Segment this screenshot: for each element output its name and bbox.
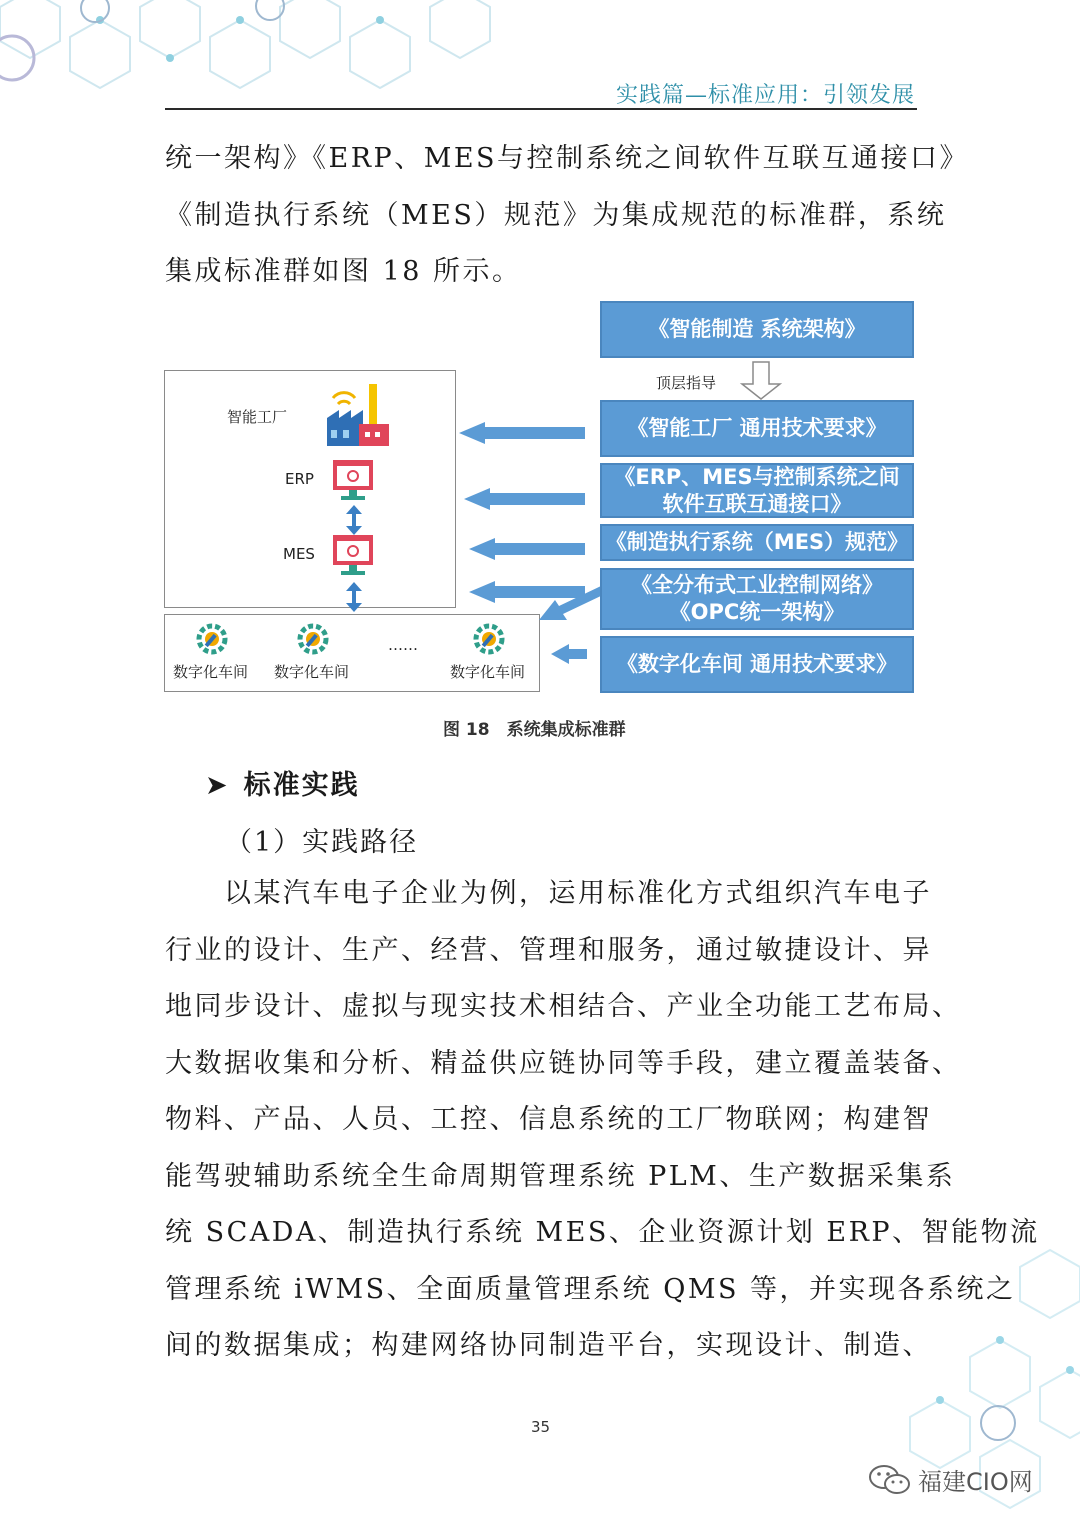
body-line: 统 SCADA、制造执行系统 MES、企业资源计划 ERP、智能物流: [165, 1217, 1040, 1248]
intro-line: 集成标准群如图 18 所示。: [165, 256, 522, 287]
subsection-heading: （1）实践路径: [225, 827, 419, 858]
body-line: 间的数据集成；构建网络协同制造平台，实现设计、制造、: [165, 1330, 932, 1361]
body-line: 管理系统 iWMS、全面质量管理系统 QMS 等，并实现各系统之: [165, 1273, 1016, 1305]
body-line: 以某汽车电子企业为例，运用标准化方式组织汽车电子: [224, 878, 932, 909]
intro-line: 《制造执行系统（MES）规范》为集成规范的标准群，系统: [165, 199, 947, 231]
workshop-label: 数字化车间: [450, 663, 526, 681]
workshop-label: 数字化车间: [274, 663, 350, 681]
guide-label: 顶层指导: [656, 374, 717, 392]
watermark-text: 福建CIO网: [918, 1468, 1033, 1496]
page-number: 35: [531, 1418, 551, 1436]
figure-caption: 图 18 系统集成标准群: [443, 720, 626, 740]
wechat-icon: [868, 1463, 912, 1497]
standard-box-erp-mes-interface: 《ERP、MES与控制系统之间 软件互联互通接口》: [600, 463, 914, 518]
running-header: 实践篇—标准应用：引领发展: [615, 83, 915, 108]
body-line: 行业的设计、生产、经营、管理和服务，通过敏捷设计、异: [165, 934, 932, 966]
intro-paragraph: [165, 131, 970, 301]
factory-label: 智能工厂: [227, 408, 288, 426]
intro-line: 统一架构》《ERP、MES与控制系统之间软件互联互通接口》: [165, 143, 970, 174]
section-heading-text: 标准实践: [243, 770, 360, 801]
body-line: 地同步设计、虚拟与现实技术相结合、产业全功能工艺布局、: [165, 991, 962, 1022]
erp-label: ERP: [285, 470, 314, 488]
watermark: [868, 1462, 1033, 1497]
standard-box-smart-factory: 《智能工厂 通用技术要求》: [600, 400, 914, 457]
body-line: 能驾驶辅助系统全生命周期管理系统 PLM、生产数据采集系: [165, 1160, 956, 1192]
body-line: 物料、产品、人员、工控、信息系统的工厂物联网；构建智: [165, 1104, 932, 1135]
header-rule: [165, 108, 917, 110]
mes-label: MES: [283, 545, 315, 563]
workshop-label: 数字化车间: [173, 663, 249, 681]
arrow-bullet-icon: ➤: [205, 770, 230, 801]
body-line: 大数据收集和分析、精益供应链协同等手段，建立覆盖装备、: [165, 1047, 962, 1079]
hexagon-decoration-top-left: [0, 0, 1080, 90]
standard-box-digital-workshop: 《数字化车间 通用技术要求》: [600, 636, 914, 693]
standard-box-architecture: 《智能制造 系统架构》: [600, 301, 914, 358]
standard-box-control-network: 《全分布式工业控制网络》 《OPC统一架构》: [600, 568, 914, 630]
figure-18: [163, 300, 917, 700]
workshop-ellipsis: ……: [388, 636, 418, 654]
standard-box-mes-spec: 《制造执行系统（MES）规范》: [600, 524, 914, 561]
body-paragraph: [165, 866, 1040, 1375]
section-heading: [205, 763, 360, 802]
